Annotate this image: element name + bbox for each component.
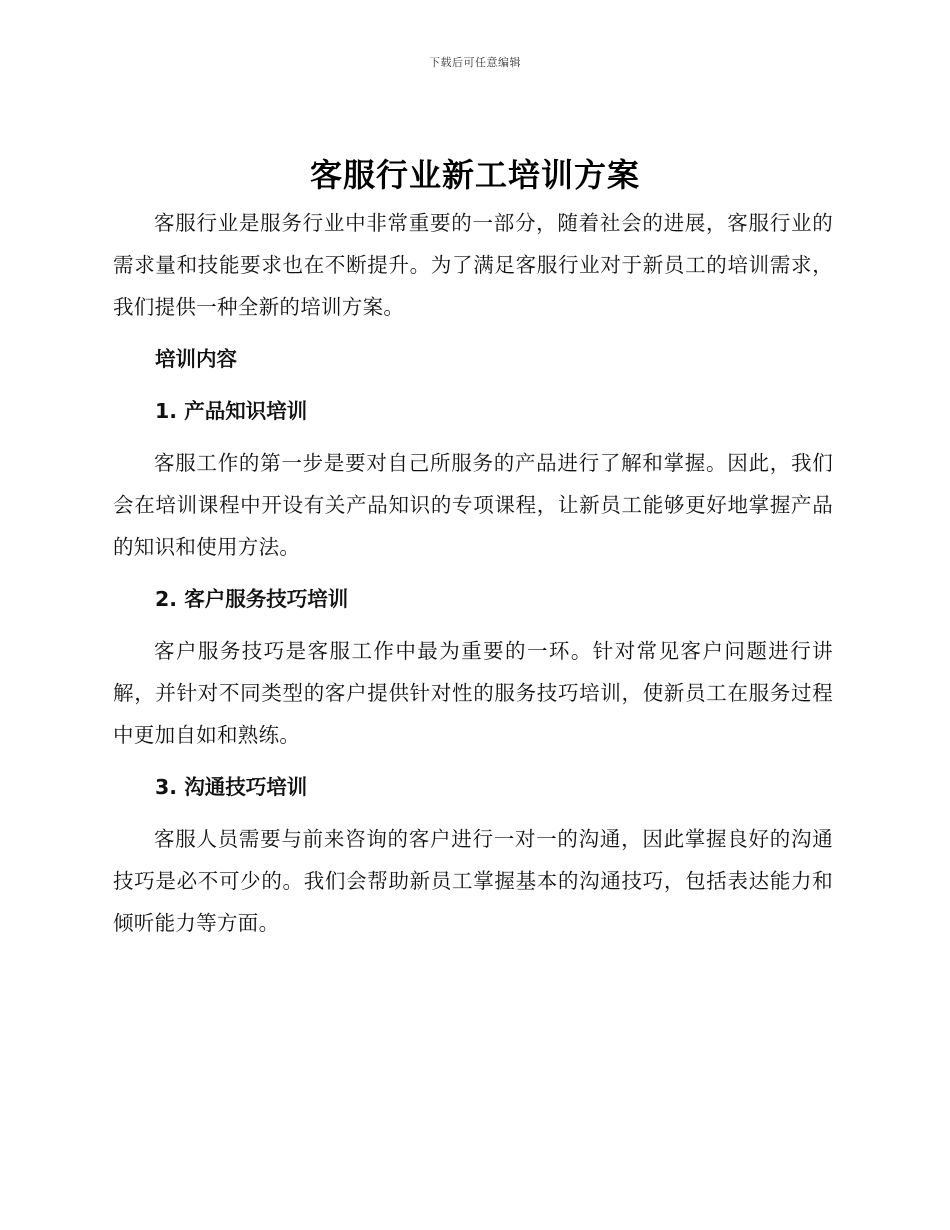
- item-heading-service-skills: 2. 客户服务技巧培训: [155, 587, 349, 611]
- document-body: [113, 202, 833, 944]
- intro-paragraph: 客服行业是服务行业中非常重要的一部分，随着社会的进展，客服行业的需求量和技能要求也在不断提升。为了满足客服行业对于新员工的培训需求，我们提供一种全新的培训方案。: [113, 211, 833, 319]
- header-note: 下载后可任意编辑: [429, 56, 521, 69]
- document-title: 客服行业新工培训方案: [309, 156, 640, 194]
- item-heading-communication-skills: 3. 沟通技巧培训: [155, 775, 308, 799]
- item-paragraph-communication-skills: 客服人员需要与前来咨询的客户进行一对一的沟通，因此掌握良好的沟通技巧是必不可少的。我们会帮助新员工掌握基本的沟通技巧，包括表达能力和倾听能力等方面。: [113, 827, 833, 935]
- item-paragraph-product-knowledge: 客服工作的第一步是要对自己所服务的产品进行了解和掌握。因此，我们会在培训课程中开设有关产品知识的专项课程，让新员工能够更好地掌握产品的知识和使用方法。: [113, 451, 833, 559]
- item-paragraph-service-skills: 客户服务技巧是客服工作中最为重要的一环。针对常见客户问题进行讲解，并针对不同类型的客户提供针对性的服务技巧培训，使新员工在服务过程中更加自如和熟练。: [113, 639, 833, 747]
- section-heading: 培训内容: [155, 347, 237, 371]
- item-heading-product-knowledge: 1. 产品知识培训: [155, 399, 308, 423]
